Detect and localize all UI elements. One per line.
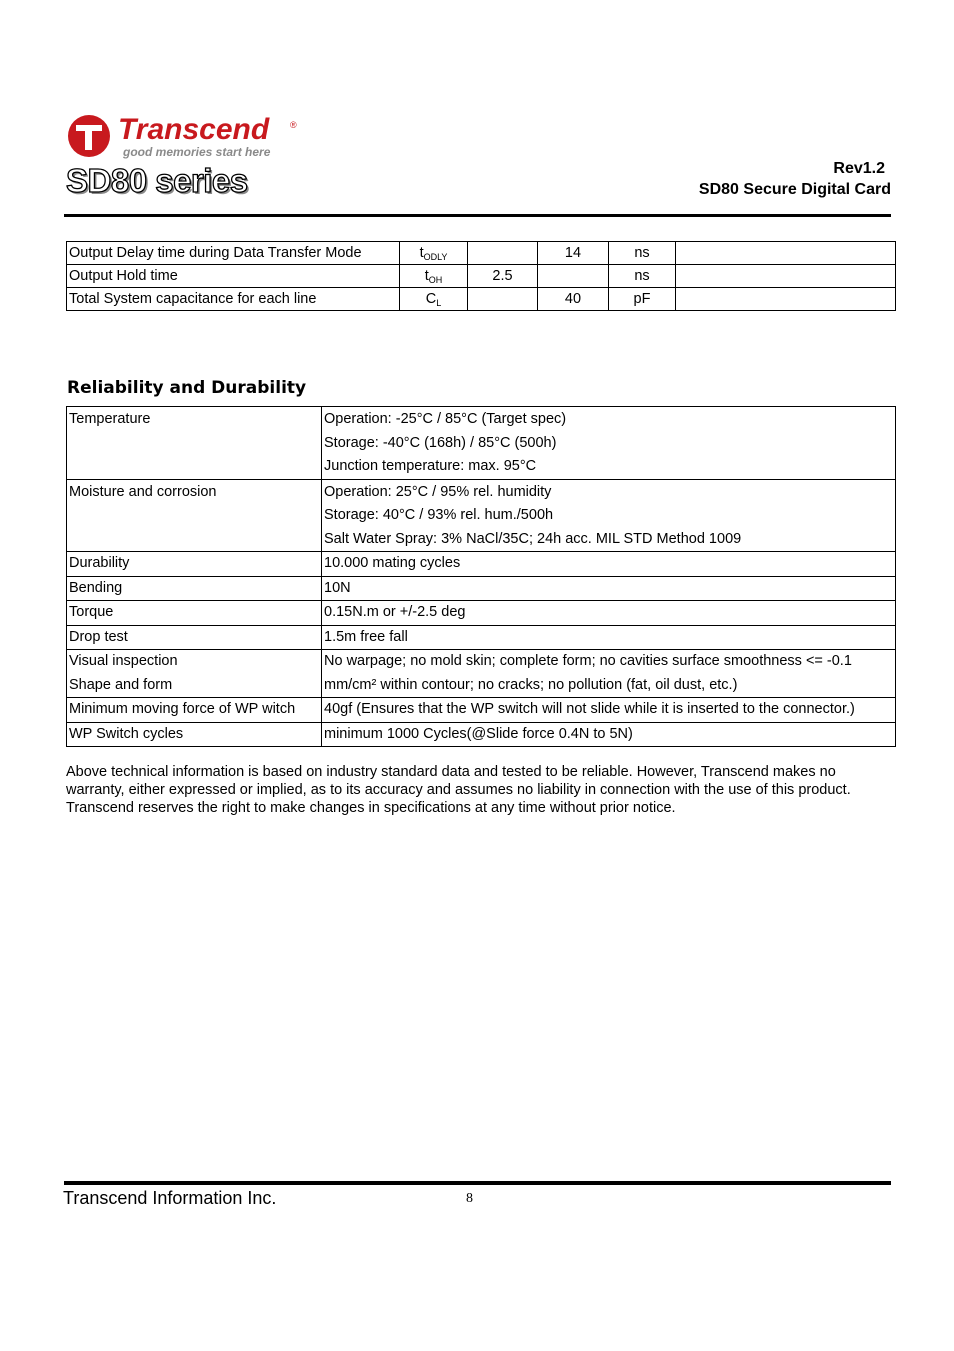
property-cell: Moisture and corrosion — [67, 479, 322, 552]
spec-cell: 10.000 mating cycles — [322, 552, 896, 577]
property-cell: Torque — [67, 601, 322, 626]
unit-cell: ns — [609, 265, 676, 288]
max-cell — [538, 265, 609, 288]
symbol-cell: $t_{OH}$ — [400, 265, 468, 288]
property-cell: Bending — [67, 576, 322, 601]
transcend-logo — [66, 112, 306, 160]
spec-cell: 10N — [322, 576, 896, 601]
spec-cell: minimum 1000 Cycles(@Slide force 0.4N to 5N) — [322, 722, 896, 747]
disclaimer-text — [66, 763, 906, 817]
min-cell — [468, 288, 538, 311]
parameter-cell: Output Delay time during Data Transfer Mode — [67, 242, 400, 265]
disclaimer-line: warranty, either expressed or implied, as to its accuracy and assumes no liability in connection with the use of this product. — [66, 782, 851, 798]
table-row — [67, 242, 896, 265]
series-title: SD80 series — [66, 162, 248, 199]
table-row — [67, 576, 896, 601]
header-divider — [64, 214, 891, 217]
svg-text:®: ® — [290, 120, 297, 130]
symbol-cell: $t_{ODLY}$ — [400, 242, 468, 265]
spec-cell: No warpage; no mold skin; complete form; no cavities surface smoothness <= -0.1 mm/cm² within contour; no cracks; no pollution (fat, oil dust, etc.) — [322, 650, 896, 698]
timing-table — [66, 241, 896, 311]
section-heading: Reliability and Durability — [67, 378, 307, 398]
table-row — [67, 650, 896, 698]
remark-cell — [676, 265, 896, 288]
property-cell: Visual inspection Shape and form — [67, 650, 322, 698]
table-row — [67, 552, 896, 577]
table-row — [67, 288, 896, 311]
product-name: SD80 Secure Digital Card — [698, 181, 891, 198]
table-row — [67, 265, 896, 288]
page-number: 8 — [466, 1191, 473, 1206]
min-cell — [468, 242, 538, 265]
property-cell: Durability — [67, 552, 322, 577]
property-cell: Drop test — [67, 625, 322, 650]
unit-cell: pF — [609, 288, 676, 311]
max-cell: 14 — [538, 242, 609, 265]
footer-divider — [64, 1181, 891, 1185]
spec-cell: 40gf (Ensures that the WP switch will not slide while it is inserted to the connector.) — [322, 698, 896, 723]
footer-company: Transcend Information Inc. — [63, 1188, 277, 1208]
table-row — [67, 722, 896, 747]
spec-cell: Operation: -25°C / 85°C (Target spec) Storage: -40°C (168h) / 85°C (500h) Junction temperature: max. 95°C — [322, 407, 896, 480]
logo-tagline: good memories start here — [123, 145, 271, 159]
min-cell: 2.5 — [468, 265, 538, 288]
revision-label: Rev1.2 — [833, 160, 885, 177]
spec-cell: 0.15N.m or +/-2.5 deg — [322, 601, 896, 626]
logo-wordmark: Transcend — [118, 113, 270, 146]
max-cell: 40 — [538, 288, 609, 311]
reliability-table — [66, 406, 896, 747]
disclaimer-line: Above technical information is based on industry standard data and tested to be reliable. However, Transcend makes no — [66, 764, 836, 780]
property-cell: WP Switch cycles — [67, 722, 322, 747]
unit-cell: ns — [609, 242, 676, 265]
property-cell: Minimum moving force of WP witch — [67, 698, 322, 723]
remark-cell — [676, 288, 896, 311]
table-row — [67, 698, 896, 723]
spec-cell: 1.5m free fall — [322, 625, 896, 650]
remark-cell — [676, 242, 896, 265]
disclaimer-line: Transcend reserves the right to make changes in specifications at any time without prior notice. — [66, 800, 676, 816]
property-cell: Temperature — [67, 407, 322, 480]
spec-cell: Operation: 25°C / 95% rel. humidity Storage: 40°C / 93% rel. hum./500h Salt Water Spray: 3% NaCl/35C; 24h acc. MIL STD Method 1009 — [322, 479, 896, 552]
parameter-cell: Output Hold time — [67, 265, 400, 288]
table-row — [67, 601, 896, 626]
table-row — [67, 407, 896, 480]
symbol-cell: $C_L$ — [400, 288, 468, 311]
table-row — [67, 479, 896, 552]
table-row — [67, 625, 896, 650]
parameter-cell: Total System capacitance for each line — [67, 288, 400, 311]
